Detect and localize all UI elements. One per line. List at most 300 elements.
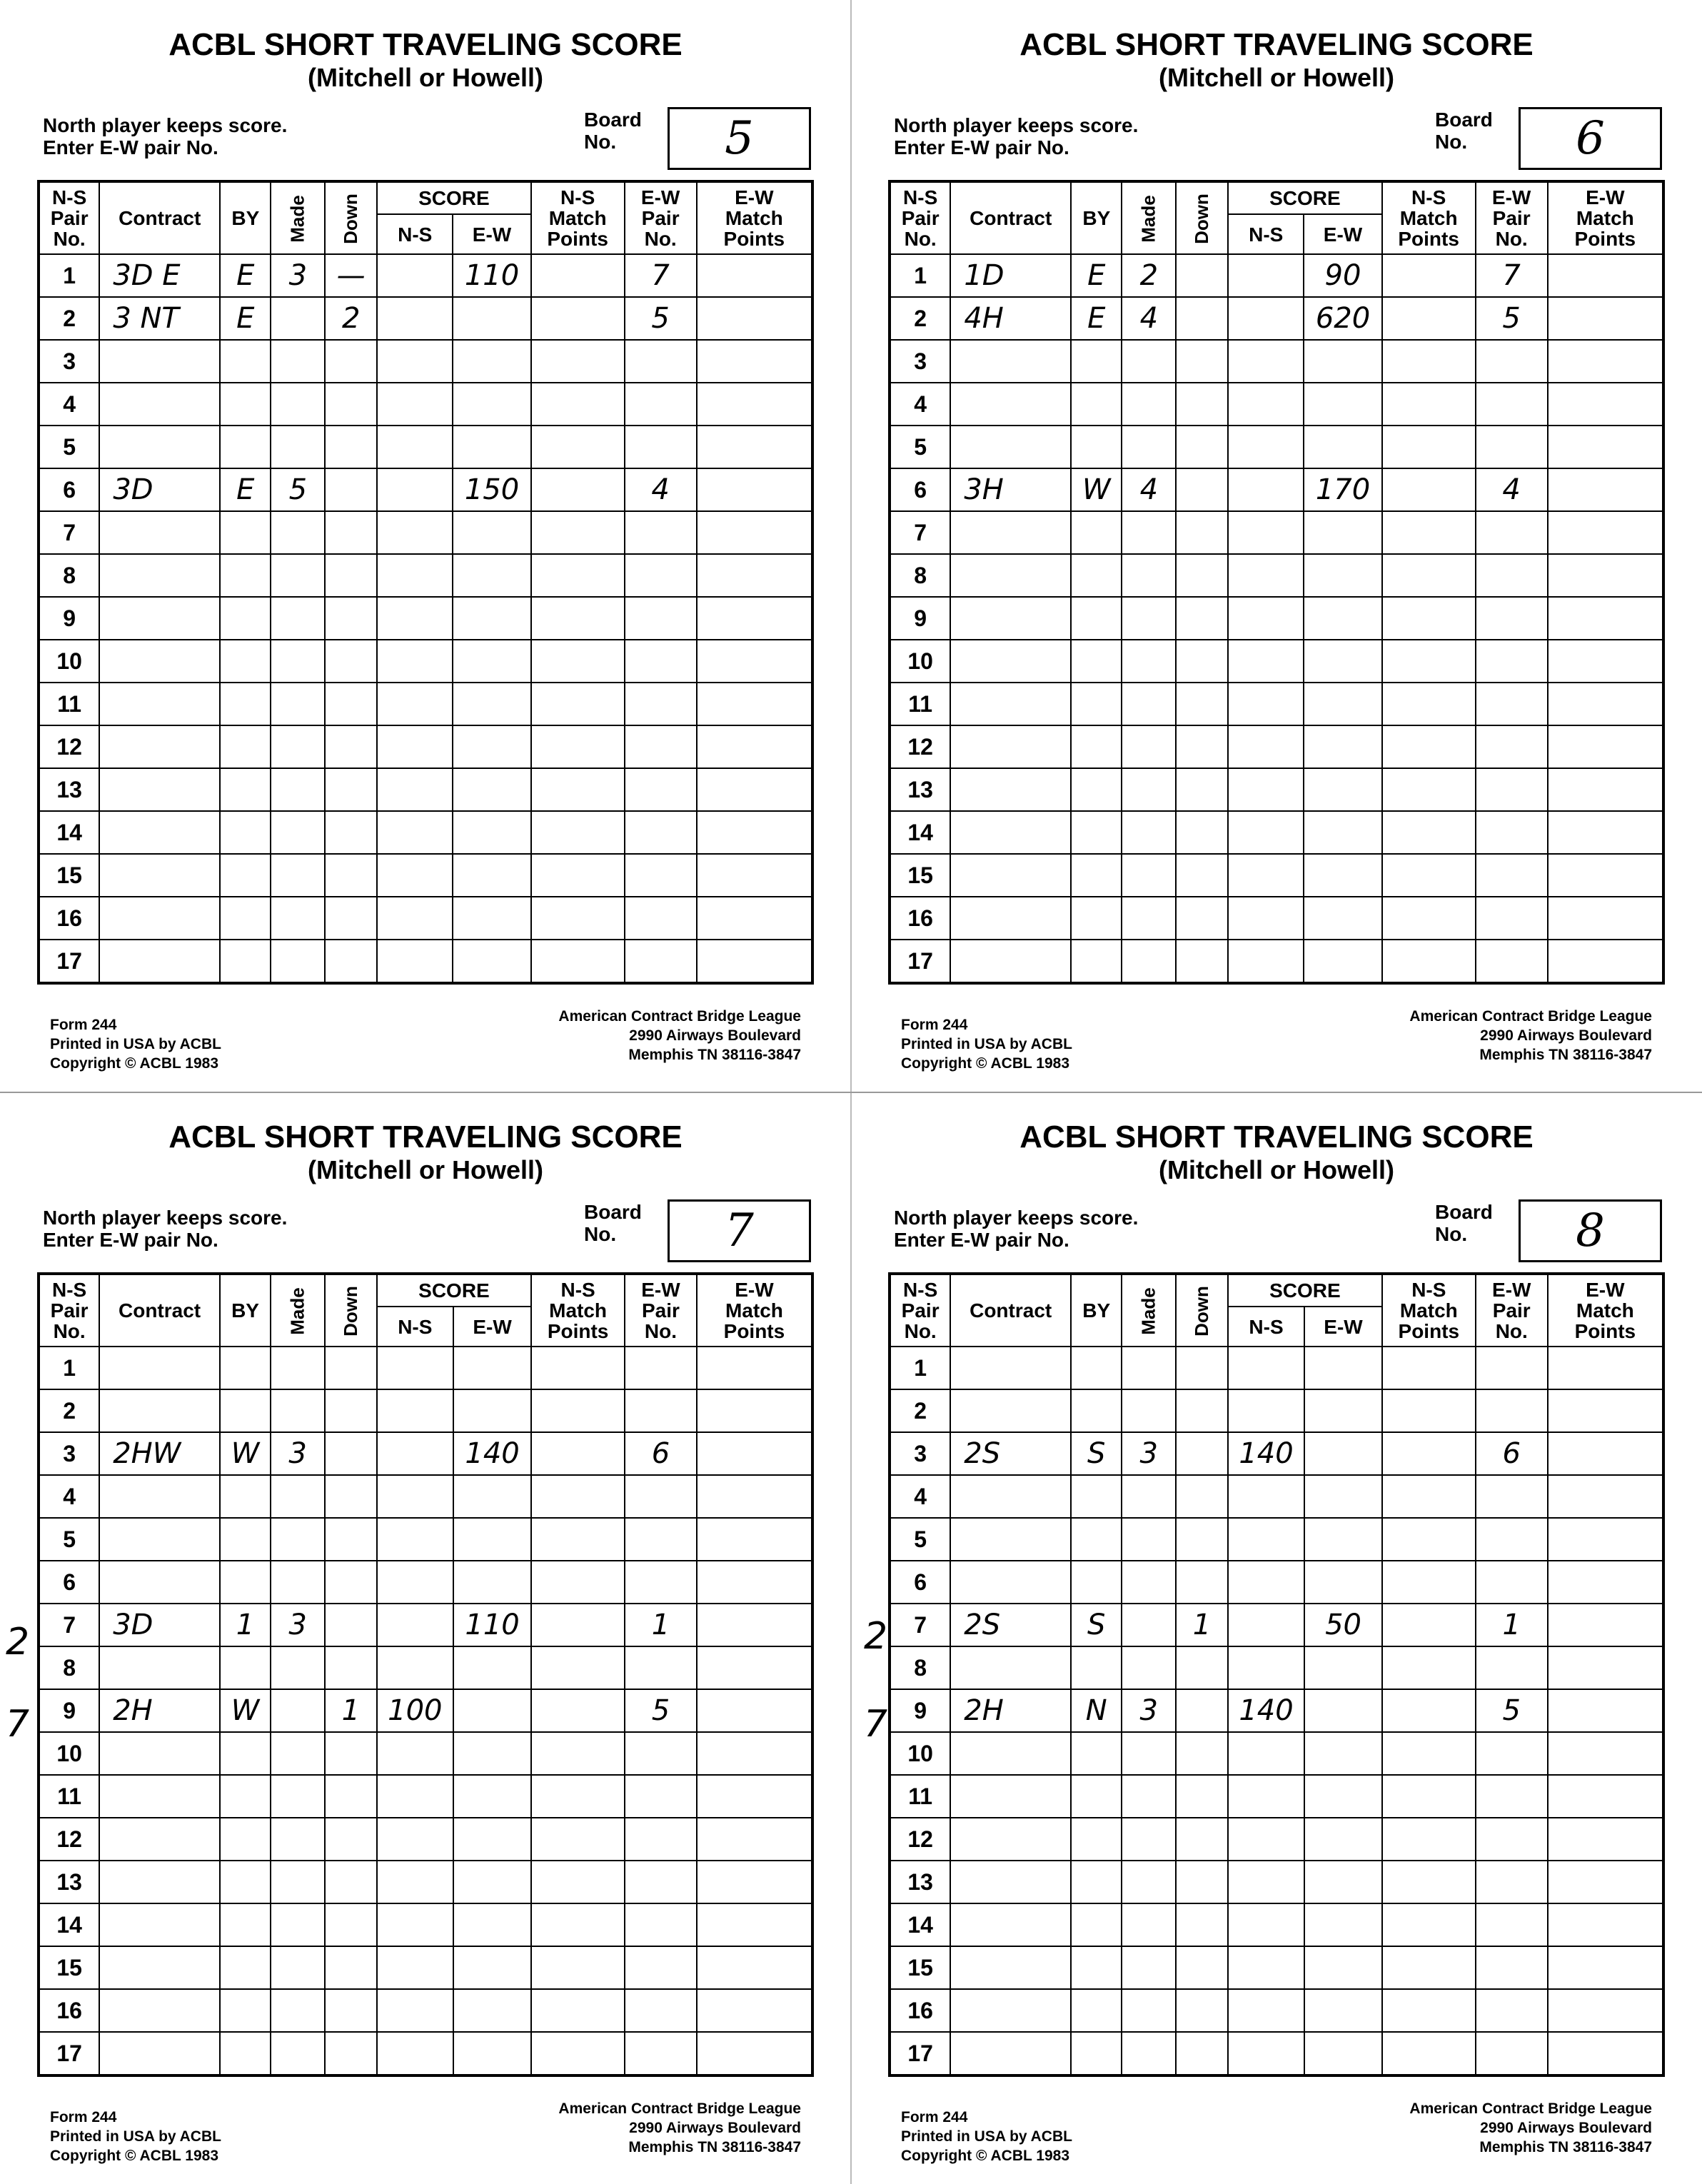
score-ns-cell[interactable] bbox=[1228, 1861, 1304, 1903]
score-ew-cell[interactable] bbox=[1304, 854, 1381, 897]
contract-cell[interactable] bbox=[950, 2032, 1071, 2075]
score-ew-cell[interactable] bbox=[453, 511, 530, 554]
down-cell[interactable] bbox=[1176, 768, 1228, 811]
down-cell[interactable] bbox=[1176, 426, 1228, 468]
score-ew-cell[interactable] bbox=[1304, 597, 1381, 640]
ew-pair-cell[interactable] bbox=[625, 383, 697, 426]
down-cell[interactable] bbox=[1176, 1561, 1228, 1604]
ns-match-points-cell[interactable] bbox=[531, 1347, 625, 1389]
ew-pair-cell[interactable] bbox=[1476, 811, 1548, 854]
contract-cell[interactable] bbox=[950, 554, 1071, 597]
ns-match-points-cell[interactable] bbox=[1382, 725, 1476, 768]
score-ns-cell[interactable] bbox=[377, 725, 453, 768]
ew-pair-cell[interactable] bbox=[625, 811, 697, 854]
made-cell[interactable] bbox=[271, 1347, 325, 1389]
score-ns-cell[interactable] bbox=[377, 897, 453, 940]
made-cell[interactable] bbox=[1122, 2032, 1176, 2075]
ew-pair-cell[interactable] bbox=[625, 1732, 697, 1775]
score-ew-cell[interactable] bbox=[1304, 1689, 1382, 1732]
ns-match-points-cell[interactable] bbox=[531, 1646, 625, 1689]
ns-match-points-cell[interactable] bbox=[531, 1561, 625, 1604]
made-cell[interactable] bbox=[271, 725, 325, 768]
made-cell[interactable] bbox=[1122, 811, 1176, 854]
ns-match-points-cell[interactable] bbox=[1382, 1475, 1476, 1518]
score-ns-cell[interactable] bbox=[377, 1989, 453, 2032]
ns-match-points-cell[interactable] bbox=[531, 597, 625, 640]
made-cell[interactable] bbox=[271, 1475, 325, 1518]
contract-cell[interactable] bbox=[950, 1347, 1071, 1389]
ns-match-points-cell[interactable] bbox=[531, 854, 625, 897]
down-cell[interactable] bbox=[1176, 1347, 1228, 1389]
score-ns-cell[interactable] bbox=[377, 468, 453, 511]
contract-cell[interactable] bbox=[950, 1946, 1071, 1989]
contract-cell[interactable] bbox=[99, 1561, 220, 1604]
made-cell[interactable] bbox=[271, 1989, 325, 2032]
contract-cell[interactable] bbox=[99, 640, 220, 683]
down-cell[interactable] bbox=[325, 1604, 377, 1646]
score-ew-cell[interactable] bbox=[1304, 1475, 1382, 1518]
down-cell[interactable] bbox=[325, 854, 377, 897]
score-ns-cell[interactable] bbox=[377, 811, 453, 854]
ew-pair-cell[interactable]: 5 bbox=[625, 1689, 697, 1732]
contract-cell[interactable]: 3D bbox=[99, 468, 220, 511]
score-ew-cell[interactable] bbox=[1304, 640, 1381, 683]
ew-pair-cell[interactable] bbox=[1476, 511, 1548, 554]
ew-match-points-cell[interactable] bbox=[697, 811, 812, 854]
ew-match-points-cell[interactable] bbox=[697, 511, 812, 554]
made-cell[interactable] bbox=[1122, 940, 1176, 983]
down-cell[interactable] bbox=[325, 897, 377, 940]
contract-cell[interactable] bbox=[99, 683, 220, 725]
ns-match-points-cell[interactable] bbox=[531, 683, 625, 725]
score-ew-cell[interactable]: 140 bbox=[453, 1432, 531, 1475]
score-ew-cell[interactable] bbox=[453, 725, 530, 768]
ns-match-points-cell[interactable] bbox=[1382, 511, 1476, 554]
ew-match-points-cell[interactable] bbox=[1548, 940, 1663, 983]
down-cell[interactable] bbox=[325, 940, 377, 983]
score-ns-cell[interactable] bbox=[1228, 854, 1304, 897]
made-cell[interactable] bbox=[271, 1946, 325, 1989]
by-cell[interactable] bbox=[220, 1946, 271, 1989]
ns-match-points-cell[interactable] bbox=[531, 1604, 625, 1646]
ew-match-points-cell[interactable] bbox=[1548, 1861, 1663, 1903]
contract-cell[interactable] bbox=[950, 1389, 1071, 1432]
down-cell[interactable] bbox=[325, 1518, 377, 1561]
ew-match-points-cell[interactable] bbox=[1548, 426, 1663, 468]
made-cell[interactable]: 3 bbox=[1122, 1689, 1176, 1732]
ew-match-points-cell[interactable] bbox=[697, 254, 812, 297]
down-cell[interactable] bbox=[1176, 1432, 1228, 1475]
ns-match-points-cell[interactable] bbox=[1382, 1946, 1476, 1989]
ew-match-points-cell[interactable] bbox=[697, 340, 812, 383]
ns-match-points-cell[interactable] bbox=[531, 1946, 625, 1989]
contract-cell[interactable] bbox=[99, 1389, 220, 1432]
score-ns-cell[interactable] bbox=[377, 597, 453, 640]
score-ew-cell[interactable] bbox=[1304, 1775, 1382, 1818]
made-cell[interactable] bbox=[1122, 340, 1176, 383]
score-ns-cell[interactable] bbox=[1228, 1561, 1304, 1604]
ns-match-points-cell[interactable] bbox=[1382, 1604, 1476, 1646]
score-ns-cell[interactable] bbox=[377, 1475, 453, 1518]
made-cell[interactable] bbox=[1122, 640, 1176, 683]
ns-match-points-cell[interactable] bbox=[531, 340, 625, 383]
ew-match-points-cell[interactable] bbox=[1548, 297, 1663, 340]
by-cell[interactable] bbox=[220, 768, 271, 811]
score-ns-cell[interactable] bbox=[377, 383, 453, 426]
by-cell[interactable] bbox=[1071, 897, 1122, 940]
ew-match-points-cell[interactable] bbox=[1548, 1689, 1663, 1732]
by-cell[interactable] bbox=[220, 383, 271, 426]
by-cell[interactable] bbox=[220, 1818, 271, 1861]
down-cell[interactable] bbox=[1176, 1989, 1228, 2032]
ew-pair-cell[interactable] bbox=[625, 1818, 697, 1861]
board-number-field[interactable]: 7 bbox=[668, 1199, 811, 1262]
contract-cell[interactable] bbox=[99, 768, 220, 811]
down-cell[interactable] bbox=[325, 383, 377, 426]
by-cell[interactable] bbox=[1071, 340, 1122, 383]
by-cell[interactable] bbox=[1071, 426, 1122, 468]
made-cell[interactable] bbox=[1122, 768, 1176, 811]
ew-match-points-cell[interactable] bbox=[697, 1432, 812, 1475]
ns-match-points-cell[interactable] bbox=[1382, 854, 1476, 897]
by-cell[interactable] bbox=[220, 1561, 271, 1604]
ew-match-points-cell[interactable] bbox=[1548, 1475, 1663, 1518]
by-cell[interactable] bbox=[220, 725, 271, 768]
ns-match-points-cell[interactable] bbox=[1382, 383, 1476, 426]
ew-match-points-cell[interactable] bbox=[697, 1561, 812, 1604]
by-cell[interactable]: S bbox=[1071, 1604, 1122, 1646]
ew-match-points-cell[interactable] bbox=[697, 1903, 812, 1946]
down-cell[interactable]: 1 bbox=[325, 1689, 377, 1732]
down-cell[interactable] bbox=[1176, 683, 1228, 725]
ew-pair-cell[interactable] bbox=[1476, 1518, 1548, 1561]
score-ns-cell[interactable]: 100 bbox=[377, 1689, 453, 1732]
score-ew-cell[interactable] bbox=[1304, 940, 1381, 983]
contract-cell[interactable] bbox=[950, 597, 1071, 640]
ew-match-points-cell[interactable] bbox=[697, 768, 812, 811]
made-cell[interactable] bbox=[271, 383, 325, 426]
ew-pair-cell[interactable]: 1 bbox=[625, 1604, 697, 1646]
made-cell[interactable] bbox=[1122, 1518, 1176, 1561]
score-ew-cell[interactable] bbox=[453, 340, 530, 383]
down-cell[interactable] bbox=[1176, 1861, 1228, 1903]
score-ew-cell[interactable] bbox=[453, 640, 530, 683]
contract-cell[interactable] bbox=[99, 1989, 220, 2032]
ew-match-points-cell[interactable] bbox=[697, 297, 812, 340]
down-cell[interactable] bbox=[325, 468, 377, 511]
score-ns-cell[interactable] bbox=[377, 1732, 453, 1775]
score-ns-cell[interactable] bbox=[1228, 725, 1304, 768]
made-cell[interactable] bbox=[1122, 854, 1176, 897]
ew-match-points-cell[interactable] bbox=[697, 897, 812, 940]
made-cell[interactable] bbox=[1122, 1818, 1176, 1861]
ew-match-points-cell[interactable] bbox=[1548, 640, 1663, 683]
made-cell[interactable] bbox=[271, 1561, 325, 1604]
by-cell[interactable] bbox=[1071, 725, 1122, 768]
score-ew-cell[interactable]: 170 bbox=[1304, 468, 1381, 511]
contract-cell[interactable] bbox=[950, 1561, 1071, 1604]
made-cell[interactable] bbox=[271, 511, 325, 554]
ew-pair-cell[interactable] bbox=[1476, 1732, 1548, 1775]
ew-match-points-cell[interactable] bbox=[1548, 811, 1663, 854]
ew-pair-cell[interactable]: 5 bbox=[625, 297, 697, 340]
ns-match-points-cell[interactable] bbox=[531, 1861, 625, 1903]
ew-pair-cell[interactable] bbox=[625, 1646, 697, 1689]
ns-match-points-cell[interactable] bbox=[1382, 683, 1476, 725]
contract-cell[interactable] bbox=[950, 1475, 1071, 1518]
ns-match-points-cell[interactable] bbox=[531, 1903, 625, 1946]
ew-pair-cell[interactable] bbox=[1476, 683, 1548, 725]
ns-match-points-cell[interactable] bbox=[531, 468, 625, 511]
score-ew-cell[interactable] bbox=[1304, 1646, 1382, 1689]
ew-pair-cell[interactable] bbox=[625, 1475, 697, 1518]
contract-cell[interactable] bbox=[99, 854, 220, 897]
ew-match-points-cell[interactable] bbox=[1548, 854, 1663, 897]
ew-match-points-cell[interactable] bbox=[697, 1604, 812, 1646]
score-ns-cell[interactable] bbox=[1228, 1475, 1304, 1518]
board-number-field[interactable]: 5 bbox=[668, 107, 811, 170]
down-cell[interactable] bbox=[325, 1732, 377, 1775]
ns-match-points-cell[interactable] bbox=[1382, 1861, 1476, 1903]
ns-match-points-cell[interactable] bbox=[1382, 297, 1476, 340]
by-cell[interactable]: N bbox=[1071, 1689, 1122, 1732]
score-ns-cell[interactable] bbox=[1228, 768, 1304, 811]
score-ew-cell[interactable] bbox=[453, 1518, 531, 1561]
by-cell[interactable] bbox=[220, 597, 271, 640]
made-cell[interactable] bbox=[1122, 1946, 1176, 1989]
down-cell[interactable] bbox=[1176, 1689, 1228, 1732]
ew-pair-cell[interactable] bbox=[625, 1518, 697, 1561]
ew-pair-cell[interactable] bbox=[1476, 940, 1548, 983]
contract-cell[interactable]: 1D bbox=[950, 254, 1071, 297]
score-ns-cell[interactable] bbox=[377, 2032, 453, 2075]
ew-pair-cell[interactable] bbox=[1476, 725, 1548, 768]
ns-match-points-cell[interactable] bbox=[531, 1432, 625, 1475]
contract-cell[interactable] bbox=[950, 1518, 1071, 1561]
score-ns-cell[interactable] bbox=[377, 1775, 453, 1818]
ew-pair-cell[interactable] bbox=[1476, 554, 1548, 597]
ew-match-points-cell[interactable] bbox=[1548, 683, 1663, 725]
down-cell[interactable] bbox=[1176, 897, 1228, 940]
score-ew-cell[interactable] bbox=[1304, 1347, 1382, 1389]
down-cell[interactable] bbox=[1176, 1775, 1228, 1818]
contract-cell[interactable] bbox=[950, 1903, 1071, 1946]
ns-match-points-cell[interactable] bbox=[531, 1518, 625, 1561]
by-cell[interactable] bbox=[220, 1861, 271, 1903]
contract-cell[interactable] bbox=[99, 554, 220, 597]
ew-match-points-cell[interactable] bbox=[697, 468, 812, 511]
ew-pair-cell[interactable] bbox=[1476, 2032, 1548, 2075]
ns-match-points-cell[interactable] bbox=[531, 725, 625, 768]
by-cell[interactable]: E bbox=[1071, 254, 1122, 297]
ns-match-points-cell[interactable] bbox=[1382, 1732, 1476, 1775]
by-cell[interactable] bbox=[220, 683, 271, 725]
score-ew-cell[interactable] bbox=[453, 1646, 531, 1689]
ew-match-points-cell[interactable] bbox=[1548, 1818, 1663, 1861]
by-cell[interactable] bbox=[220, 640, 271, 683]
down-cell[interactable] bbox=[1176, 854, 1228, 897]
score-ew-cell[interactable] bbox=[453, 554, 530, 597]
ns-match-points-cell[interactable] bbox=[1382, 940, 1476, 983]
ew-pair-cell[interactable] bbox=[1476, 597, 1548, 640]
score-ns-cell[interactable] bbox=[377, 854, 453, 897]
down-cell[interactable] bbox=[325, 1432, 377, 1475]
ns-match-points-cell[interactable] bbox=[531, 640, 625, 683]
by-cell[interactable] bbox=[1071, 1946, 1122, 1989]
by-cell[interactable] bbox=[1071, 768, 1122, 811]
contract-cell[interactable] bbox=[99, 1861, 220, 1903]
down-cell[interactable] bbox=[325, 1818, 377, 1861]
contract-cell[interactable] bbox=[99, 1646, 220, 1689]
by-cell[interactable] bbox=[1071, 1903, 1122, 1946]
ns-match-points-cell[interactable] bbox=[1382, 340, 1476, 383]
contract-cell[interactable] bbox=[950, 426, 1071, 468]
ew-pair-cell[interactable]: 7 bbox=[625, 254, 697, 297]
ew-pair-cell[interactable] bbox=[1476, 1347, 1548, 1389]
by-cell[interactable] bbox=[1071, 1732, 1122, 1775]
ns-match-points-cell[interactable] bbox=[1382, 468, 1476, 511]
ew-pair-cell[interactable] bbox=[1476, 640, 1548, 683]
down-cell[interactable] bbox=[325, 683, 377, 725]
made-cell[interactable] bbox=[271, 1818, 325, 1861]
contract-cell[interactable] bbox=[950, 1775, 1071, 1818]
contract-cell[interactable] bbox=[99, 1775, 220, 1818]
ew-match-points-cell[interactable] bbox=[697, 1861, 812, 1903]
score-ew-cell[interactable]: 110 bbox=[453, 254, 530, 297]
score-ew-cell[interactable]: 50 bbox=[1304, 1604, 1382, 1646]
ew-pair-cell[interactable]: 5 bbox=[1476, 297, 1548, 340]
score-ew-cell[interactable] bbox=[1304, 1903, 1382, 1946]
ns-match-points-cell[interactable] bbox=[531, 2032, 625, 2075]
contract-cell[interactable] bbox=[99, 725, 220, 768]
made-cell[interactable] bbox=[271, 640, 325, 683]
ew-pair-cell[interactable] bbox=[1476, 768, 1548, 811]
down-cell[interactable] bbox=[325, 725, 377, 768]
ns-match-points-cell[interactable] bbox=[1382, 1432, 1476, 1475]
by-cell[interactable] bbox=[220, 1989, 271, 2032]
ew-match-points-cell[interactable] bbox=[697, 1689, 812, 1732]
ew-pair-cell[interactable] bbox=[625, 768, 697, 811]
made-cell[interactable]: 4 bbox=[1122, 297, 1176, 340]
ns-match-points-cell[interactable] bbox=[1382, 2032, 1476, 2075]
score-ew-cell[interactable] bbox=[453, 1732, 531, 1775]
contract-cell[interactable] bbox=[950, 940, 1071, 983]
made-cell[interactable] bbox=[1122, 511, 1176, 554]
board-number-field[interactable]: 6 bbox=[1519, 107, 1662, 170]
ew-match-points-cell[interactable] bbox=[697, 725, 812, 768]
down-cell[interactable] bbox=[1176, 297, 1228, 340]
ew-match-points-cell[interactable] bbox=[697, 1389, 812, 1432]
made-cell[interactable] bbox=[1122, 1475, 1176, 1518]
down-cell[interactable] bbox=[1176, 2032, 1228, 2075]
contract-cell[interactable] bbox=[99, 811, 220, 854]
down-cell[interactable]: 2 bbox=[325, 297, 377, 340]
score-ew-cell[interactable]: 150 bbox=[453, 468, 530, 511]
by-cell[interactable] bbox=[1071, 1518, 1122, 1561]
ns-match-points-cell[interactable] bbox=[1382, 811, 1476, 854]
made-cell[interactable] bbox=[271, 597, 325, 640]
ew-pair-cell[interactable] bbox=[1476, 1861, 1548, 1903]
score-ew-cell[interactable] bbox=[453, 768, 530, 811]
by-cell[interactable] bbox=[220, 854, 271, 897]
ew-match-points-cell[interactable] bbox=[697, 1732, 812, 1775]
ew-match-points-cell[interactable] bbox=[697, 1475, 812, 1518]
score-ew-cell[interactable] bbox=[453, 1946, 531, 1989]
ns-match-points-cell[interactable] bbox=[1382, 426, 1476, 468]
contract-cell[interactable] bbox=[950, 383, 1071, 426]
contract-cell[interactable] bbox=[99, 511, 220, 554]
down-cell[interactable] bbox=[325, 1347, 377, 1389]
down-cell[interactable] bbox=[325, 1775, 377, 1818]
ns-match-points-cell[interactable] bbox=[531, 811, 625, 854]
score-ew-cell[interactable] bbox=[453, 940, 530, 983]
ew-pair-cell[interactable] bbox=[625, 854, 697, 897]
ns-match-points-cell[interactable] bbox=[1382, 1775, 1476, 1818]
contract-cell[interactable] bbox=[950, 725, 1071, 768]
down-cell[interactable] bbox=[325, 640, 377, 683]
made-cell[interactable]: 3 bbox=[271, 254, 325, 297]
contract-cell[interactable] bbox=[950, 897, 1071, 940]
ew-match-points-cell[interactable] bbox=[1548, 1604, 1663, 1646]
ew-pair-cell[interactable] bbox=[1476, 340, 1548, 383]
by-cell[interactable] bbox=[1071, 1861, 1122, 1903]
score-ns-cell[interactable]: 140 bbox=[1228, 1689, 1304, 1732]
contract-cell[interactable]: 2H bbox=[99, 1689, 220, 1732]
down-cell[interactable] bbox=[1176, 1732, 1228, 1775]
ew-pair-cell[interactable] bbox=[1476, 383, 1548, 426]
ew-match-points-cell[interactable] bbox=[697, 1989, 812, 2032]
score-ew-cell[interactable] bbox=[453, 897, 530, 940]
ew-match-points-cell[interactable] bbox=[697, 1775, 812, 1818]
by-cell[interactable] bbox=[1071, 597, 1122, 640]
contract-cell[interactable] bbox=[99, 383, 220, 426]
by-cell[interactable] bbox=[220, 1389, 271, 1432]
ew-match-points-cell[interactable] bbox=[1548, 554, 1663, 597]
by-cell[interactable] bbox=[1071, 1389, 1122, 1432]
ns-match-points-cell[interactable] bbox=[531, 297, 625, 340]
score-ns-cell[interactable] bbox=[1228, 426, 1304, 468]
by-cell[interactable] bbox=[220, 2032, 271, 2075]
score-ns-cell[interactable] bbox=[1228, 1775, 1304, 1818]
score-ew-cell[interactable] bbox=[453, 1861, 531, 1903]
ns-match-points-cell[interactable] bbox=[531, 1818, 625, 1861]
ns-match-points-cell[interactable] bbox=[531, 1775, 625, 1818]
score-ns-cell[interactable] bbox=[377, 1903, 453, 1946]
ew-pair-cell[interactable] bbox=[625, 1347, 697, 1389]
down-cell[interactable] bbox=[1176, 554, 1228, 597]
down-cell[interactable] bbox=[325, 1389, 377, 1432]
ns-match-points-cell[interactable] bbox=[1382, 554, 1476, 597]
score-ew-cell[interactable] bbox=[453, 426, 530, 468]
score-ns-cell[interactable] bbox=[377, 1818, 453, 1861]
contract-cell[interactable] bbox=[99, 1475, 220, 1518]
score-ns-cell[interactable] bbox=[1228, 1347, 1304, 1389]
down-cell[interactable]: — bbox=[325, 254, 377, 297]
ns-match-points-cell[interactable] bbox=[531, 254, 625, 297]
score-ns-cell[interactable] bbox=[377, 1861, 453, 1903]
made-cell[interactable] bbox=[271, 1903, 325, 1946]
contract-cell[interactable] bbox=[99, 2032, 220, 2075]
made-cell[interactable] bbox=[271, 897, 325, 940]
by-cell[interactable] bbox=[1071, 1646, 1122, 1689]
score-ew-cell[interactable] bbox=[453, 383, 530, 426]
ew-match-points-cell[interactable] bbox=[697, 854, 812, 897]
score-ew-cell[interactable] bbox=[453, 1475, 531, 1518]
by-cell[interactable] bbox=[1071, 511, 1122, 554]
ew-match-points-cell[interactable] bbox=[697, 1646, 812, 1689]
by-cell[interactable]: W bbox=[220, 1689, 271, 1732]
contract-cell[interactable]: 3D bbox=[99, 1604, 220, 1646]
